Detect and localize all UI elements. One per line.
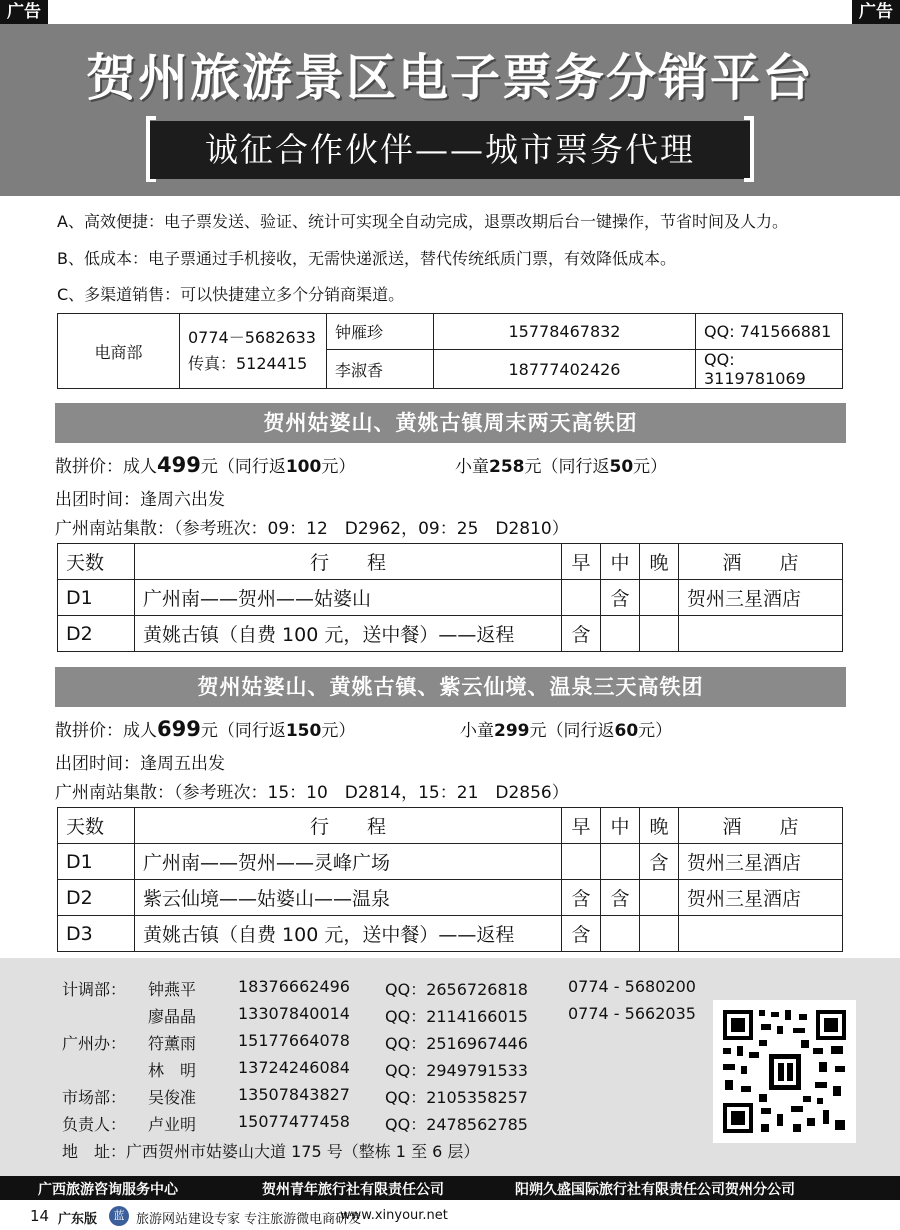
price-label: 散拼价：成人: [55, 457, 157, 477]
page-footer: [0, 1204, 900, 1230]
day-cell: D2: [58, 880, 135, 916]
table-header-row: [58, 808, 843, 844]
hotel-cell: [679, 916, 843, 952]
contact-mobile: 13507843827: [238, 1085, 350, 1104]
breakfast-cell: [562, 580, 601, 616]
bottom-company-bar: [0, 1176, 900, 1200]
contact-mobile: 18777402426: [434, 350, 696, 389]
contact-phone: 0774－5682633: [188, 328, 316, 347]
hotel-cell: 贺州三星酒店: [679, 844, 843, 880]
child-price: 258: [489, 457, 525, 477]
price-label: 散拼价：成人: [55, 721, 157, 741]
dinner-cell: [640, 616, 679, 652]
col-dinner: 晚: [640, 808, 679, 844]
route-cell: 紫云仙境——姑婆山——温泉: [135, 880, 562, 916]
col-hotel: 酒 店: [679, 544, 843, 580]
contact-mobile: 18376662496: [238, 977, 350, 996]
route-cell: 广州南——贺州——灵峰广场: [135, 844, 562, 880]
page-number: 14: [30, 1207, 50, 1225]
tour2-gather: 广州南站集散：（参考班次：15：10 D2814，15：21 D2856）: [55, 783, 569, 803]
lunch-cell: 含: [601, 880, 640, 916]
col-day: 天数: [58, 808, 135, 844]
slogan: 诚征合作伙伴——城市票务代理: [150, 121, 750, 179]
contact-tel: 0774 - 5680200: [568, 977, 696, 996]
contact-name: 林 明: [148, 1061, 197, 1080]
contact-qq: QQ：2114166015: [385, 1007, 528, 1026]
col-lunch: 中: [601, 808, 640, 844]
company-name: 贺州青年旅行社有限责任公司: [262, 1182, 444, 1198]
contact-mobile: 13724246084: [238, 1058, 350, 1077]
table-row: [58, 580, 843, 616]
route-cell: 广州南——贺州——姑婆山: [135, 580, 562, 616]
contact-name: 吴俊准: [148, 1088, 197, 1107]
contact-tel: 0774 - 5662035: [568, 1004, 696, 1023]
lunch-cell: 含: [601, 580, 640, 616]
breakfast-cell: [562, 844, 601, 880]
child-label: 小童: [455, 457, 489, 477]
ad-badge-right: 广告: [852, 0, 900, 24]
contact-mobile: 13307840014: [238, 1004, 350, 1023]
feature-b: B、低成本：电子票通过手机接收，无需快递派送，替代传统纸质门票，有效降低成本。: [57, 249, 676, 268]
contact-qq: QQ：2516967446: [385, 1034, 528, 1053]
tour2-departure: 出团时间：逢周五出发: [55, 754, 225, 774]
contact-fax: 传真：5124415: [188, 354, 308, 373]
contact-dept: 计调部：: [62, 980, 127, 999]
price-text: 元）: [638, 721, 673, 741]
contact-phone-cell: [180, 314, 327, 389]
lunch-cell: [601, 616, 640, 652]
contact-dept: 负责人：: [62, 1115, 127, 1134]
tour1-gather: 广州南站集散：（参考班次：09：12 D2962，09：25 D2810）: [55, 519, 569, 539]
contact-mobile: 15778467832: [434, 314, 696, 350]
contact-mobile: 15077477458: [238, 1112, 350, 1131]
contact-name: 钟燕平: [148, 980, 197, 999]
tour1-adult-price: [55, 452, 355, 477]
contact-qq: QQ：2105358257: [385, 1088, 528, 1107]
contact-name: 廖晶晶: [148, 1007, 197, 1026]
col-day: 天数: [58, 544, 135, 580]
breakfast-cell: 含: [562, 916, 601, 952]
breakfast-cell: 含: [562, 616, 601, 652]
price-text: 元）: [633, 457, 668, 477]
qr-code-graphic: [713, 1000, 856, 1143]
table-row: [58, 880, 843, 916]
edition-label: 广东版: [58, 1212, 98, 1227]
child-price: 299: [494, 721, 530, 741]
contact-qq: QQ: 3119781069: [696, 350, 843, 389]
child-label: 小童: [460, 721, 494, 741]
tour2-title: 贺州姑婆山、黄姚古镇、紫云仙境、温泉三天高铁团: [55, 667, 846, 707]
right-bracket: [744, 116, 754, 182]
contact-table: [57, 313, 843, 389]
day-cell: D3: [58, 916, 135, 952]
hotel-cell: 贺州三星酒店: [679, 880, 843, 916]
feature-c: C、多渠道销售：可以快捷建立多个分销商渠道。: [57, 285, 405, 304]
price-text: 元）: [321, 721, 356, 741]
table-header-row: [58, 544, 843, 580]
header-banner: [0, 24, 900, 196]
address-text: 地 址：广西贺州市姑婆山大道 175 号（整栋 1 至 6 层）: [62, 1142, 480, 1161]
contact-name: 符薰雨: [148, 1034, 197, 1053]
contact-qq: QQ：2478562785: [385, 1115, 528, 1134]
col-breakfast: 早: [562, 544, 601, 580]
dinner-cell: 含: [640, 844, 679, 880]
price-text: 元）: [321, 457, 356, 477]
contact-name: 卢业明: [148, 1115, 197, 1134]
footer-url: www.xinyour.net: [340, 1208, 448, 1223]
feature-a: A、高效便捷：电子票发送、验证、统计可实现全自动完成，退票改期后台一键操作，节省时间及人力。: [57, 212, 788, 231]
footer-tagline: 旅游网站建设专家 专注旅游微电商研发: [136, 1212, 362, 1227]
route-cell: 黄姚古镇（自费 100 元，送中餐）——返程: [135, 616, 562, 652]
dinner-cell: [640, 580, 679, 616]
adult-price: 699: [157, 717, 201, 741]
table-row: [58, 844, 843, 880]
day-cell: D1: [58, 580, 135, 616]
price-text: 元（同行返: [200, 721, 286, 741]
contact-name: 钟雁珍: [327, 314, 434, 350]
adult-rebate: 100: [285, 457, 322, 477]
lunch-cell: [601, 916, 640, 952]
contact-qq: QQ：2949791533: [385, 1061, 528, 1080]
price-text: 元（同行返: [524, 457, 610, 477]
day-cell: D1: [58, 844, 135, 880]
tour1-child-price: [455, 452, 667, 477]
contact-qq: QQ: 741566881: [696, 314, 843, 350]
col-route: 行 程: [135, 544, 562, 580]
tour1-itinerary-table: [57, 543, 843, 652]
col-lunch: 中: [601, 544, 640, 580]
ad-badge-left: 广告: [0, 0, 48, 24]
contact-qq: QQ：2656726818: [385, 980, 528, 999]
contact-mobile: 15177664078: [238, 1031, 350, 1050]
col-dinner: 晚: [640, 544, 679, 580]
lunch-cell: [601, 844, 640, 880]
child-rebate: 60: [614, 721, 639, 741]
contact-dept: 市场部：: [62, 1088, 127, 1107]
child-rebate: 50: [609, 457, 634, 477]
hotel-cell: 贺州三星酒店: [679, 580, 843, 616]
company-name: 阳朔久盛国际旅行社有限责任公司贺州分公司: [515, 1182, 795, 1198]
contact-dept: 广州办：: [62, 1034, 127, 1053]
adult-price: 499: [157, 453, 201, 477]
logo-icon: 蓝: [109, 1206, 129, 1226]
day-cell: D2: [58, 616, 135, 652]
tour2-child-price: [460, 716, 672, 741]
contact-dept: 电商部: [58, 314, 180, 389]
tour1-title: 贺州姑婆山、黄姚古镇周末两天高铁团: [55, 403, 846, 443]
tour2-itinerary-table: [57, 807, 843, 952]
col-route: 行 程: [135, 808, 562, 844]
adult-rebate: 150: [285, 721, 322, 741]
qr-code: [713, 1000, 856, 1143]
col-hotel: 酒 店: [679, 808, 843, 844]
breakfast-cell: 含: [562, 880, 601, 916]
tour2-adult-price: [55, 716, 355, 741]
tour1-departure: 出团时间：逢周六出发: [55, 490, 225, 510]
company-name: 广西旅游咨询服务中心: [38, 1182, 178, 1198]
table-row: [58, 916, 843, 952]
dinner-cell: [640, 916, 679, 952]
page-title: 贺州旅游景区电子票务分销平台: [86, 49, 814, 107]
hotel-cell: [679, 616, 843, 652]
contact-name: 李淑香: [327, 350, 434, 389]
route-cell: 黄姚古镇（自费 100 元，送中餐）——返程: [135, 916, 562, 952]
price-text: 元（同行返: [529, 721, 615, 741]
col-breakfast: 早: [562, 808, 601, 844]
price-text: 元（同行返: [200, 457, 286, 477]
table-row: [58, 616, 843, 652]
dinner-cell: [640, 880, 679, 916]
